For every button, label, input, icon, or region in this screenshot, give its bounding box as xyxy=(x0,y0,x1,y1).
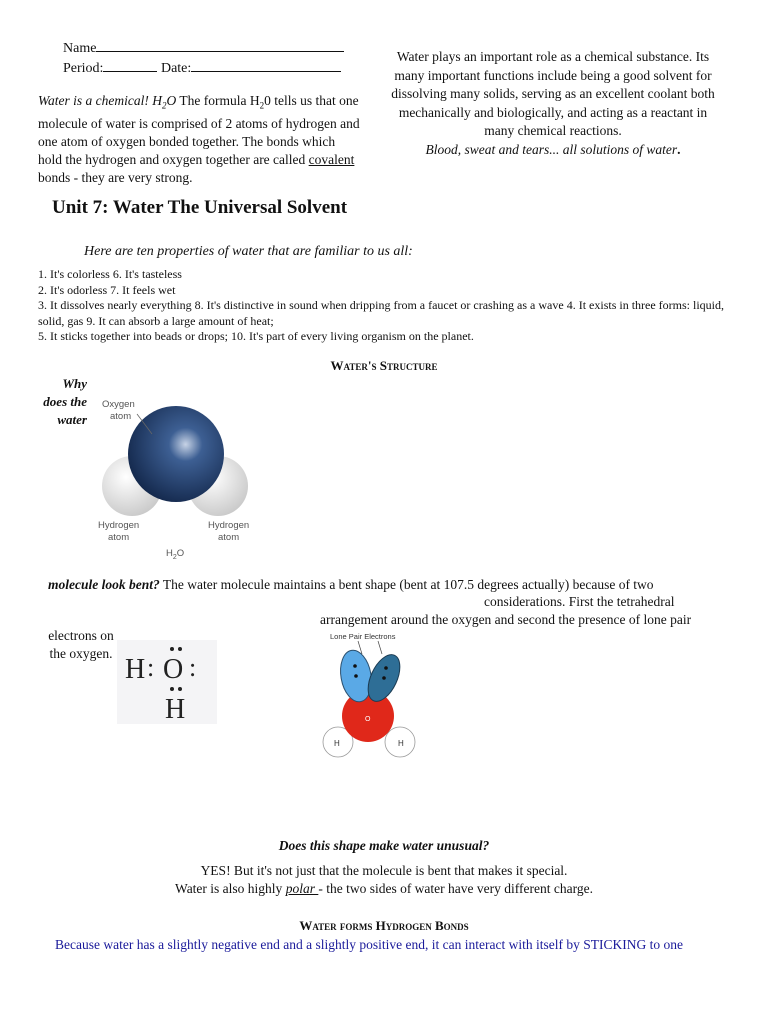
svg-text:atom: atom xyxy=(108,532,130,543)
properties-list xyxy=(38,267,738,345)
hydrogen-left-label: Hydrogen xyxy=(98,520,140,531)
lewis-structure xyxy=(117,640,217,724)
properties-intro: Here are ten properties of water that are familiar to us all: xyxy=(84,244,413,259)
covalent-term: covalent xyxy=(308,151,355,167)
water-structure-heading: Water's Structure xyxy=(330,358,438,373)
bent-explanation: molecule look bent? The water molecule maintains a bent shape (bent at 107.5 degrees actually) because of two xyxy=(48,577,654,592)
name-field[interactable] xyxy=(63,38,344,58)
shape-answer: YES! But it's not just that the molecule is bent that makes it special. Water is also highly polar - the two sides of water have very different charge. xyxy=(175,863,593,896)
lone-pair-label: Lone Pair Electrons xyxy=(330,632,396,641)
lone-pair-diagram xyxy=(318,630,438,758)
oxygen-atom xyxy=(128,406,224,502)
name-blank[interactable] xyxy=(96,38,344,52)
svg-text:H: H xyxy=(398,739,404,748)
period-date-field[interactable] xyxy=(63,58,344,78)
period-blank[interactable] xyxy=(103,58,157,72)
hydrogen-bonds-text: Because water has a slightly negative end and a slightly positive end, it can interact with itself by STICKING to one xyxy=(55,937,683,952)
lewis-lone-pair-right: : xyxy=(189,653,197,682)
lewis-h-left: H xyxy=(125,654,146,685)
hydrogen-bonds-heading: Water forms Hydrogen Bonds xyxy=(299,918,469,933)
student-info-fields xyxy=(63,38,344,78)
list-item: 5. It sticks together into beads or drops; 10. It's part of every living organism on the planet. xyxy=(38,329,474,343)
bent-question: molecule look bent? xyxy=(48,577,160,592)
period-label: Period: xyxy=(63,61,104,76)
shape-question: Does this shape make water unusual? xyxy=(278,838,490,853)
polar-term: polar xyxy=(285,880,319,896)
water-molecule-diagram xyxy=(90,392,270,567)
hydrogen-right-label: Hydrogen xyxy=(208,520,250,531)
oxygen-label: Oxygen xyxy=(102,399,135,410)
list-item: 3. It dissolves nearly everything 8. It's distinctive in sound when dripping from a faucet or crashing as a wave 4. It exists in three forms: liquid, solid, gas 9. It can absorb a large amount of heat; xyxy=(38,298,725,328)
list-item: 2. It's odorless 7. It feels wet xyxy=(38,282,176,297)
lewis-o: O xyxy=(163,654,184,685)
bent-explanation-line4: electrons on the oxygen. xyxy=(48,628,114,661)
lewis-structure-svg xyxy=(117,640,217,724)
svg-text:atom: atom xyxy=(110,411,132,422)
unit-title: Unit 7: Water The Universal Solvent xyxy=(52,197,348,218)
svg-text:H: H xyxy=(334,739,340,748)
bent-explanation-line3: arrangement around the oxygen and second the presence of lone pair xyxy=(320,612,692,627)
intro-paragraph-left: Water is a chemical! $H_2O$ The formula $H_20$ tells us that one molecule of water is comprised of 2 atoms of hydrogen and one atom of oxygen bonded together. The bonds which hold the hydrogen and oxygen together are called covalent bonds - they are very strong. xyxy=(38,93,360,185)
formula-inline: $H_2O$ xyxy=(152,93,177,111)
date-blank[interactable] xyxy=(191,58,341,72)
blood-sweat-tears-line: Blood, sweat and tears... all solutions of water xyxy=(425,141,678,157)
date-label: Date: xyxy=(160,61,192,76)
why-question-start: Why does the water xyxy=(43,376,87,427)
bent-explanation-line2: considerations. First the tetrahedral xyxy=(484,594,675,609)
svg-text:O: O xyxy=(365,716,371,723)
intro-lead: Water is a chemical! xyxy=(38,93,153,108)
list-item: 1. It's colorless 6. It's tasteless xyxy=(38,267,182,281)
lewis-bond-left: : xyxy=(147,653,155,682)
diagram-formula: $H_2O$ xyxy=(166,548,185,561)
intro-paragraph-right: Water plays an important role as a chemical substance. Its many important functions include being a good solvent for dissolving many solids, serving as an excellent coolant both mechanically and biologically, and acting as a reactant in many chemical reactions. Blood, sweat and tears... all solutions of water. xyxy=(391,49,715,157)
lewis-h-bottom: H xyxy=(165,694,186,724)
name-label: Name xyxy=(63,41,97,56)
svg-text:atom: atom xyxy=(218,532,240,543)
